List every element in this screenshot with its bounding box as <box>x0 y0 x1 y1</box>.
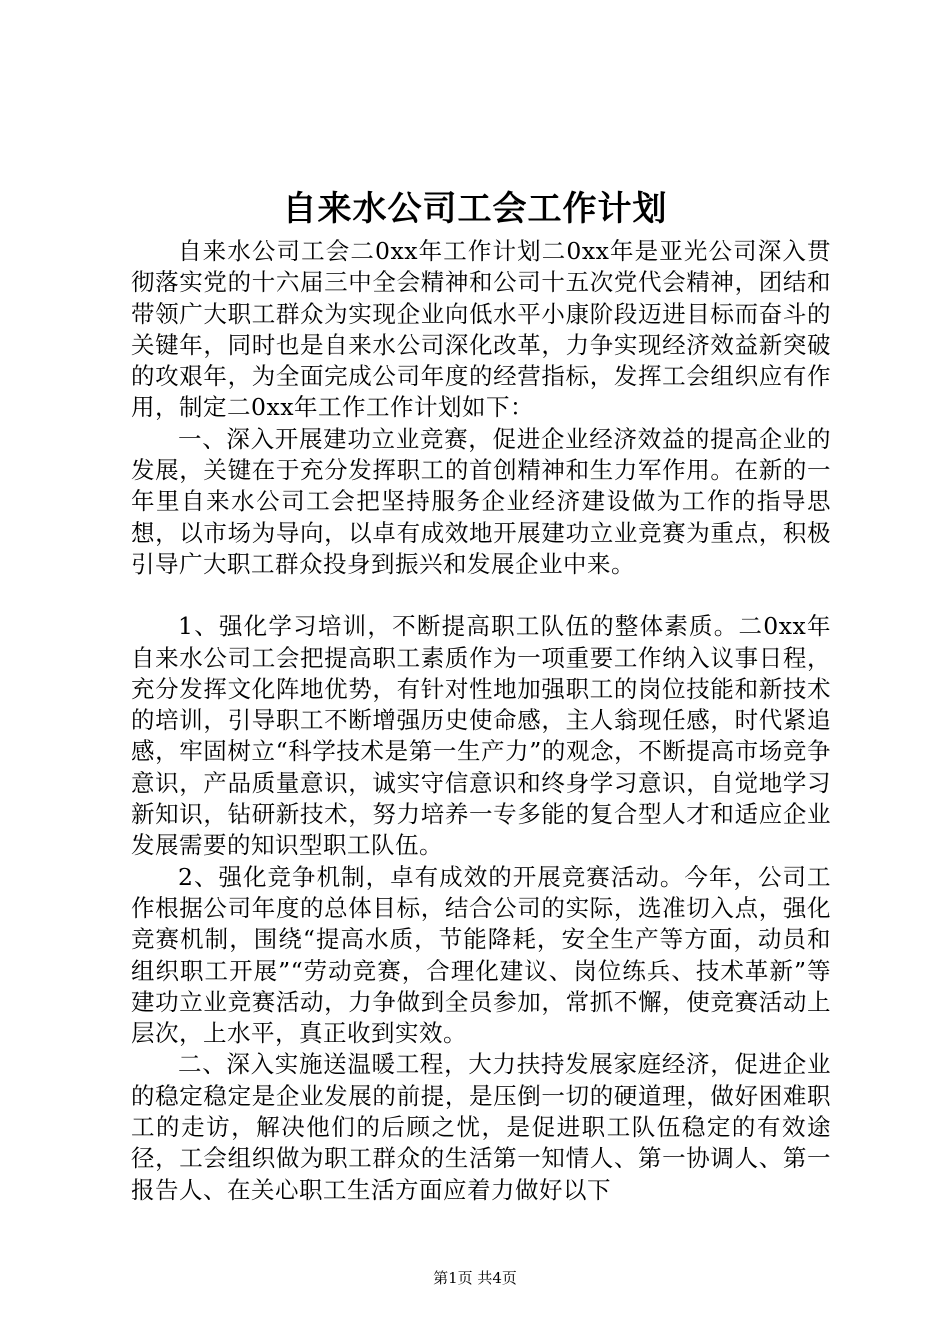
paragraph-section-1: 一、深入开展建功立业竞赛，促进企业经济效益的提高企业的发展，关键在于充分发挥职工的首创精神和生力军作用。在新的一年里自来水公司工会把坚持服务企业经济建设做为工作的指导思想，以市场为导向，以卓有成效地开展建功立业竞赛为重点，积极引导广大职工群众投身到振兴和发展企业中来。 <box>131 424 831 578</box>
paragraph-item-1: 1、强化学习培训，不断提高职工队伍的整体素质。二0xx年自来水公司工会把提高职工素质作为一项重要工作纳入议事日程，充分发挥文化阵地优势，有针对性地加强职工的岗位技能和新技术的培训，引导职工不断增强历史使命感，主人翁现任感，时代紧追感，牢固树立“科学技术是第一生产力”的观念，不断提高市场竞争意识，产品质量意识，诚实守信意识和终身学习意识，自觉地学习新知识，钻研新技术，努力培养一专多能的复合型人才和适应企业发展需要的知识型职工队伍。 <box>131 612 831 860</box>
paragraph-item-2: 2、强化竞争机制，卓有成效的开展竞赛活动。今年，公司工作根据公司年度的总体目标，结合公司的实际，选准切入点，强化竞赛机制，围绕“提高水质，节能降耗，安全生产等方面，动员和组织职工开展”“劳动竞赛，合理化建议、岗位练兵、技术革新”等建功立业竞赛活动，力争做到全员参加，常抓不懈，使竞赛活动上层次，上水平，真正收到实效。 <box>131 862 831 1048</box>
document-body <box>131 236 831 1206</box>
page-footer: 第1页 共4页 <box>433 1269 517 1287</box>
document-title: 自来水公司工会工作计划 <box>282 189 668 229</box>
paragraph-intro: 自来水公司工会二0xx年工作计划二0xx年是亚光公司深入贯彻落实党的十六届三中全会精神和公司十五次党代会精神，团结和带领广大职工群众为实现企业向低水平小康阶段迈进目标而奋斗的关键年，同时也是自来水公司深化改革，力争实现经济效益新突破的攻艰年，为全面完成公司年度的经营指标，发挥工会组织应有作用，制定二0xx年工作工作计划如下： <box>131 237 831 422</box>
paragraph-section-2: 二、深入实施送温暖工程，大力扶持发展家庭经济，促进企业的稳定稳定是企业发展的前提，是压倒一切的硬道理，做好困难职工的走访，解决他们的后顾之忧，是促进职工队伍稳定的有效途径，工会组织做为职工群众的生活第一知情人、第一协调人、第一报告人、在关心职工生活方面应着力做好以下 <box>131 1050 831 1204</box>
